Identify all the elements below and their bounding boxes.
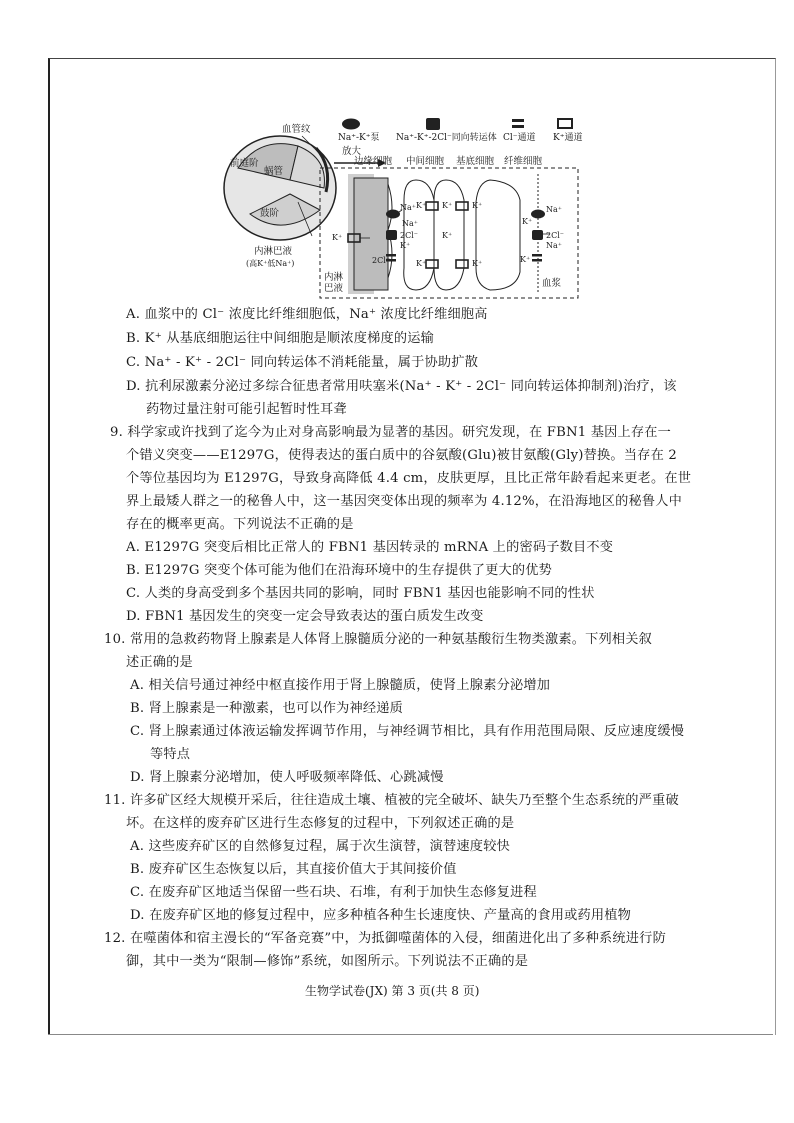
q11-option-d: D. 在废弃矿区地的修复过程中，应多种植各种生长速度快、产量高的食用或药用植物 bbox=[130, 908, 632, 923]
ion-label-k-1: K⁺ bbox=[400, 241, 411, 250]
legend-cotransporter-label: Na⁺-K⁺-2Cl⁻同向转运体 bbox=[396, 133, 497, 143]
q10-option-c-line1: C. 肾上腺素通过体液运输发挥调节作用，与神经调节相比，具有作用范围局限、反应速度缓慢 bbox=[130, 724, 685, 739]
ion-label-k-2: K⁺ bbox=[332, 233, 343, 242]
q12-stem-line1: 12. 在噬菌体和宿主漫长的“军备竞赛”中，为抵御噬菌体的入侵，细菌进化出了多种系统进行防 bbox=[104, 931, 666, 946]
q10-option-a: A. 相关信号通过神经中枢直接作用于肾上腺髓质，使肾上腺素分泌增加 bbox=[130, 678, 551, 693]
q8-option-d-line1: D. 抗利尿激素分泌过多综合征患者常用呋塞米(Na⁺ - K⁺ - 2Cl⁻ 同向转运体抑制剂)治疗，该 bbox=[126, 379, 677, 394]
page-bottom-rule bbox=[48, 1034, 773, 1035]
fibroblast-pump bbox=[531, 210, 545, 219]
ion-label-k-10: K⁺ bbox=[520, 255, 531, 264]
q10-stem-line2: 述正确的是 bbox=[126, 655, 193, 670]
cochlea-ion-transport-figure bbox=[220, 118, 583, 300]
q8-option-a: A. 血浆中的 Cl⁻ 浓度比纤维细胞低，Na⁺ 浓度比纤维细胞高 bbox=[126, 307, 488, 322]
cochlear-duct-label: 蜗管 bbox=[264, 166, 284, 177]
ion-label-na-3: Na⁺ bbox=[546, 205, 562, 214]
fibroblast-cl-channel-b bbox=[532, 259, 542, 262]
basal-cell-label: 基底细胞 bbox=[456, 156, 495, 167]
ion-label-k-8: K⁺ bbox=[472, 259, 483, 268]
q9-stem-line3: 个等位基因均为 E1297G，导致身高降低 4.4 cm，皮肤更厚，且比正常年龄看起来更老。在世 bbox=[126, 471, 692, 486]
marginal-pump bbox=[386, 210, 400, 219]
ion-label-k-7: K⁺ bbox=[416, 259, 427, 268]
fibroblast-cotransporter bbox=[532, 230, 543, 240]
legend-cl-channel-label: Cl⁻通道 bbox=[503, 133, 536, 143]
q9-option-d: D. FBN1 基因发生的突变一定会导致表达的蛋白质发生改变 bbox=[126, 609, 484, 624]
q10-option-b: B. 肾上腺素是一种激素，也可以作为神经递质 bbox=[130, 701, 404, 716]
endolymph-label: 内淋巴液 bbox=[254, 246, 293, 257]
q9-option-c: C. 人类的身高受到多个基因共同的影响，同时 FBN1 基因也能影响不同的性状 bbox=[126, 586, 595, 601]
endolymph-note: (高K⁺低Na⁺) bbox=[246, 259, 295, 268]
fibroblast-label: 纤维细胞 bbox=[504, 156, 543, 167]
intermediate-cell-label: 中间细胞 bbox=[406, 156, 445, 167]
legend-pump-label: Na⁺-K⁺泵 bbox=[338, 133, 380, 143]
q9-stem-line1: 9. 科学家或许找到了迄今为止对身高影响最为显著的基因。研究发现，在 FBN1 基因上存在一 bbox=[110, 425, 672, 440]
endolymph-short-label-1: 内淋 bbox=[324, 272, 344, 283]
enlarge-label: 放大 bbox=[342, 146, 362, 157]
q8-option-d-line2: 药物过量注射可能引起暂时性耳聋 bbox=[146, 402, 347, 417]
q8-option-c: C. Na⁺ - K⁺ - 2Cl⁻ 同向转运体不消耗能量，属于协助扩散 bbox=[126, 355, 479, 370]
q9-option-b: B. E1297G 突变个体可能为他们在沿海环境中的生存提供了更大的优势 bbox=[126, 563, 553, 578]
vestibular-label: 前庭阶 bbox=[230, 158, 259, 169]
q8-option-b: B. K⁺ 从基底细胞运往中间细胞是顺浓度梯度的运输 bbox=[126, 331, 435, 346]
endolymph-short-label-2: 巴液 bbox=[324, 283, 344, 294]
q11-option-a: A. 这些废弃矿区的自然修复过程，属于次生演替，演替速度较快 bbox=[130, 839, 510, 854]
stria-label: 血管纹 bbox=[282, 124, 311, 135]
ion-label-2cl-1: 2Cl⁻ bbox=[400, 231, 418, 240]
ion-label-na-2: Na⁺ bbox=[402, 219, 418, 228]
ion-label-2cl-3: 2Cl⁻ bbox=[546, 231, 564, 240]
marginal-cotransporter bbox=[386, 230, 397, 240]
q9-option-a: A. E1297G 突变后相比正常人的 FBN1 基因转录的 mRNA 上的密码子数目不变 bbox=[126, 540, 614, 555]
ion-label-k-4: K⁺ bbox=[442, 201, 453, 210]
ion-label-k-6: K⁺ bbox=[442, 231, 453, 240]
plasma-label: 血浆 bbox=[542, 278, 562, 289]
q11-option-c: C. 在废弃矿区地适当保留一些石块、石堆，有利于加快生态修复进程 bbox=[130, 885, 537, 900]
marginal-cell-label: 边缘细胞 bbox=[354, 156, 393, 167]
fibroblast-cell bbox=[476, 180, 520, 290]
q10-option-d: D. 肾上腺素分泌增加，使人呼吸频率降低、心跳减慢 bbox=[130, 770, 444, 785]
fibroblast-cl-channel-a bbox=[532, 254, 542, 257]
ion-label-na-4: Na⁺ bbox=[546, 241, 562, 250]
q12-stem-line2: 御，其中一类为“限制—修饰”系统，如图所示。下列说法不正确的是 bbox=[126, 954, 529, 969]
q11-stem-line1: 11. 许多矿区经大规模开采后，往往造成土壤、植被的完全破坏、缺失乃至整个生态系统的严重破 bbox=[104, 793, 679, 808]
q11-stem-line2: 坏。在这样的废弃矿区进行生态修复的过程中，下列叙述正确的是 bbox=[126, 816, 515, 831]
q10-option-c-line2: 等特点 bbox=[150, 747, 191, 762]
ion-label-k-5: K⁺ bbox=[472, 201, 483, 210]
legend-k-channel-label: K⁺通道 bbox=[553, 133, 583, 143]
q10-stem-line1: 10. 常用的急救药物肾上腺素是人体肾上腺髓质分泌的一种氨基酸衍生物类激素。下列相关叙 bbox=[104, 632, 653, 647]
q9-stem-line4: 界上最矮人群之一的秘鲁人中，这一基因突变体出现的频率为 4.12%，在沿海地区的秘鲁人中 bbox=[126, 494, 683, 509]
ion-label-k-9: K⁺ bbox=[522, 217, 533, 226]
ion-label-2cl-2: 2Cl⁻ bbox=[372, 256, 390, 265]
ion-label-k-3: K⁺ bbox=[416, 201, 427, 210]
ion-label-na-1: Na⁺ bbox=[400, 203, 416, 212]
q9-stem-line2: 个错义突变——E1297G，使得表达的蛋白质中的谷氨酸(Glu)被甘氨酸(Gly)替换。当存在 2 bbox=[126, 448, 677, 463]
q9-stem-line5: 存在的概率更高。下列说法不正确的是 bbox=[126, 517, 354, 532]
q11-option-b: B. 废弃矿区生态恢复以后，其直接价值大于其间接价值 bbox=[130, 862, 457, 877]
tympanic-label: 鼓阶 bbox=[260, 208, 280, 219]
page-footer: 生物学试卷(JX) 第 3 页(共 8 页) bbox=[305, 984, 480, 998]
